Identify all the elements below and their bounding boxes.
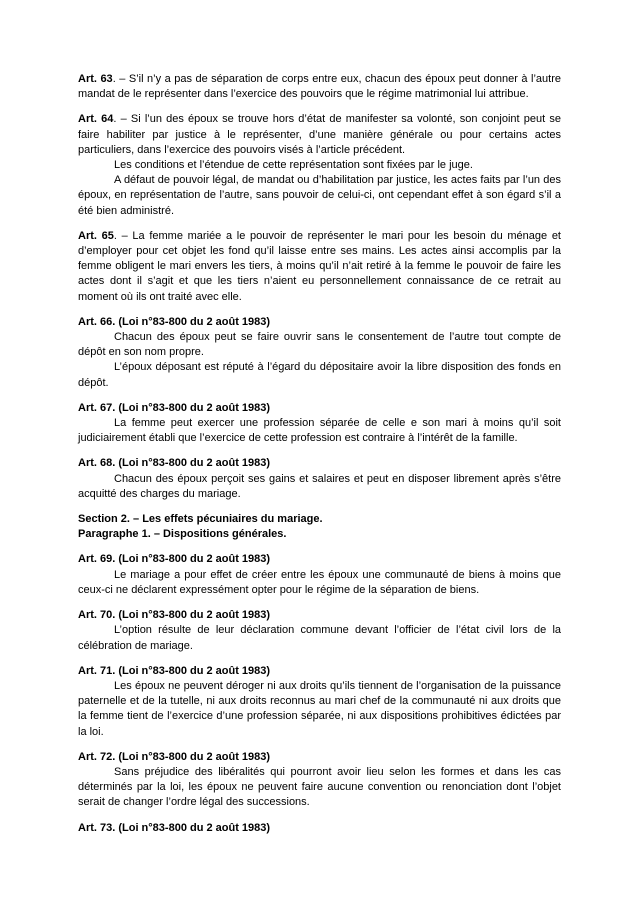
article-paragraph: Chacun des époux peut se faire ouvrir sans le consentement de l’autre tout compte de dépôt en son nom propre. bbox=[78, 331, 561, 359]
article-paragraph: Le mariage a pour effet de créer entre les époux une communauté de biens à moins que ceux-ci ne déclarent expressément opter pour le régime de la séparation de biens. bbox=[78, 568, 561, 596]
section-title: Section 2. – Les effets pécuniaires du mariage. bbox=[78, 513, 323, 526]
article-paragraph: L’époux déposant est réputé à l’égard du dépositaire avoir la libre disposition des fonds en dépôt. bbox=[78, 361, 561, 389]
article-heading: Art. 73. (Loi n°83-800 du 2 août 1983) bbox=[78, 821, 271, 834]
article-paragraph: La femme peut exercer une profession séparée de celle e son mari à moins qu’il soit judiciairement établi que l’exercice de cette profession est contraire à l’intérêt de la famille. bbox=[78, 417, 561, 445]
article-number: Art. 65 bbox=[78, 229, 114, 242]
article-heading: Art. 66. (Loi n°83-800 du 2 août 1983) bbox=[78, 315, 271, 328]
section-header bbox=[78, 512, 561, 542]
article-66 bbox=[78, 315, 561, 391]
article-65-text: Art. 65. – La femme mariée a le pouvoir de représenter le mari pour les besoin du ménage et d’employer pour cet objet les fond qu’il laisse entre ses mains. Les actes ainsi accomplis par la femme obligent le mari envers les tiers, à moins qu’il n’ait retiré à la femme le pouvoir de faire les actes dont il s’agit et que les tiers n’aient eu personnellement connaissance de ce retrait au moment où ils ont traité avec elle. bbox=[78, 229, 561, 303]
article-67 bbox=[78, 401, 561, 447]
article-paragraph: A défaut de pouvoir légal, de mandat ou d’habilitation par justice, les actes faits par l’un des époux, en représentation de l’autre, sans pouvoir de celui-ci, ont cependant effet à son égard s’il a été bien administré. bbox=[78, 174, 561, 217]
article-heading: Art. 72. (Loi n°83-800 du 2 août 1983) bbox=[78, 750, 271, 763]
article-heading: Art. 68. (Loi n°83-800 du 2 août 1983) bbox=[78, 457, 271, 470]
article-heading: Art. 67. (Loi n°83-800 du 2 août 1983) bbox=[78, 401, 271, 414]
article-paragraph: Les conditions et l’étendue de cette représentation sont fixées par le juge. bbox=[114, 159, 473, 172]
article-heading: Art. 70. (Loi n°83-800 du 2 août 1983) bbox=[78, 609, 271, 622]
article-64 bbox=[78, 112, 561, 218]
article-73 bbox=[78, 821, 561, 836]
article-64-text: Art. 64. – Si l’un des époux se trouve hors d’état de manifester sa volonté, son conjoint peut se faire habiliter par justice à le représenter, d’une manière générale ou pour certains actes particuliers, dans l’exercice des pouvoirs visés à l’article précédent. bbox=[78, 113, 561, 156]
article-72 bbox=[78, 750, 561, 811]
article-paragraph: Sans préjudice des libéralités qui pourront avoir lieu selon les formes et dans les cas déterminés par la loi, les époux ne peuvent faire aucune convention ou renonciation dont l’objet serait de changer l’ordre légal des successions. bbox=[78, 765, 561, 809]
article-body: – La femme mariée a le pouvoir de représenter le mari pour les besoin du ménage et d’employer pour cet objet les fond qu’il laisse entre ses mains. Les actes ainsi accomplis par la femme obligent le mari envers les tiers, à moins qu’il n’ait retiré à la femme le pouvoir de faire les actes dont il s’agit et que les tiers n’aient eu personnellement connaissance de ce retrait au moment où ils ont traité avec elle. bbox=[78, 229, 561, 303]
article-heading: Art. 71. (Loi n°83-800 du 2 août 1983) bbox=[78, 664, 271, 677]
article-paragraph: L’option résulte de leur déclaration commune devant l’officier de l’état civil lors de la célébration de mariage. bbox=[78, 624, 561, 652]
article-body: – Si l’un des époux se trouve hors d’état de manifester sa volonté, son conjoint peut se faire habiliter par justice à le représenter, d’une manière générale ou pour certains actes particuliers, dans l’exercice des pouvoirs visés à l’article précédent. bbox=[78, 113, 561, 156]
article-69 bbox=[78, 552, 561, 598]
article-63-text: Art. 63. – S’il n’y a pas de séparation de corps entre eux, chacun des époux peut donner à l’autre mandat de le représenter dans l’exercice des pouvoirs que le régime matrimonial lui attribue. bbox=[78, 73, 561, 101]
paragraph-title: Paragraphe 1. – Dispositions générales. bbox=[78, 528, 287, 541]
article-body: – S’il n’y a pas de séparation de corps entre eux, chacun des époux peut donner à l’autre mandat de le représenter dans l’exercice des pouvoirs que le régime matrimonial lui attribue. bbox=[78, 73, 561, 101]
article-number: Art. 64 bbox=[78, 113, 114, 126]
article-71 bbox=[78, 664, 561, 740]
article-heading: Art. 69. (Loi n°83-800 du 2 août 1983) bbox=[78, 553, 271, 566]
article-number: Art. 63 bbox=[78, 73, 113, 85]
article-65 bbox=[78, 229, 561, 305]
article-70 bbox=[78, 608, 561, 654]
article-paragraph: Les époux ne peuvent déroger ni aux droits qu’ils tiennent de l’organisation de la puissance paternelle et de la tutelle, ni aux droits reconnus au mari chef de la communauté ni aux droits que la femme tient de l’exercice d’une profession séparée, ni aux dispositions prohibitives édictées par la loi. bbox=[78, 679, 561, 738]
article-paragraph: Chacun des époux perçoit ses gains et salaires et peut en disposer librement après s’être acquitté des charges du mariage. bbox=[78, 472, 561, 500]
article-63 bbox=[78, 72, 561, 102]
article-68 bbox=[78, 456, 561, 502]
